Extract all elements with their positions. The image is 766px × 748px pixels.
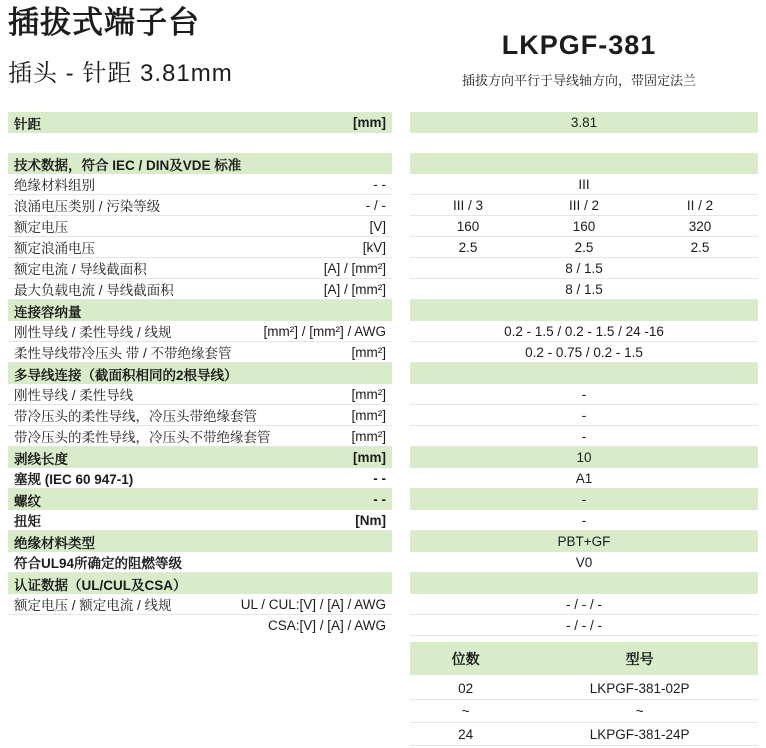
spec-row (8, 405, 758, 426)
positions-value: 24 (458, 726, 474, 742)
spec-unit: - - (373, 492, 386, 507)
spec-value: PBT+GF (410, 531, 758, 552)
section-gap (8, 133, 758, 153)
spec-value: 320 (688, 219, 712, 234)
spec-unit: [Nm] (355, 512, 386, 528)
model-table (410, 642, 758, 746)
spec-value: III / 2 (568, 198, 599, 213)
model-value: ~ (635, 703, 644, 719)
spec-value: 160 (456, 219, 480, 234)
spec-unit: [mm] (353, 115, 386, 130)
spec-row (8, 384, 758, 405)
spec-label: 符合UL94所确定的阻燃等级 (14, 556, 183, 571)
spec-section-multi-conductor (8, 363, 758, 384)
spec-label: 塞规 (IEC 60 947-1) (14, 472, 134, 487)
spec-unit: [mm²] (351, 344, 386, 360)
spec-unit: [mm] (353, 450, 386, 465)
spec-value: III / 3 (452, 198, 483, 213)
spec-value: 160 (572, 219, 596, 234)
spec-row-torque (8, 510, 758, 531)
page-header (8, 4, 758, 108)
positions-value: 02 (458, 680, 474, 696)
model-table-header (410, 642, 758, 677)
spec-unit: [mm²] (351, 386, 386, 402)
spec-unit: CSA:[V] / [A] / AWG (267, 618, 386, 633)
spec-row-insulation-material (8, 531, 758, 552)
spec-label: 刚性导线 / 柔性导线 / 线规 (14, 325, 172, 340)
spec-label: 连接容纳量 (14, 304, 82, 320)
spec-value (410, 573, 758, 594)
model-table-row (410, 723, 758, 746)
model-table-col-model: 型号 (625, 650, 654, 667)
spec-value: III (410, 174, 758, 195)
spec-value: 3.81 (410, 112, 758, 133)
spec-label: 柔性导线带冷压头 带 / 不带绝缘套管 (14, 346, 232, 361)
spec-unit: [V] (369, 218, 386, 234)
spec-label: 剥线长度 (14, 451, 68, 467)
spec-label: 带冷压头的柔性导线，冷压头不带绝缘套管 (14, 430, 271, 445)
spec-label: 带冷压头的柔性导线，冷压头带绝缘套管 (14, 409, 257, 424)
spec-table (8, 112, 758, 636)
spec-unit: [mm²] (351, 428, 386, 444)
spec-value: - / - / - (410, 615, 758, 636)
spec-value: 10 (410, 447, 758, 468)
spec-value: A1 (410, 468, 758, 489)
spec-value: 8 / 1.5 (410, 279, 758, 300)
spec-value: 2.5 (690, 240, 710, 255)
spec-label: 刚性导线 / 柔性导线 (14, 388, 134, 403)
spec-label: 浪涌电压类别 / 污染等级 (14, 199, 161, 214)
spec-unit: - / - (365, 197, 386, 213)
model-table-row (410, 700, 758, 723)
header-left (8, 4, 400, 88)
spec-value: V0 (410, 552, 758, 573)
spec-value: - (410, 426, 758, 447)
spec-row (8, 216, 758, 237)
spec-value: 0.2 - 1.5 / 0.2 - 1.5 / 24 -16 (410, 321, 758, 342)
spec-label: 扭矩 (14, 514, 41, 529)
spec-value (410, 300, 758, 321)
spec-row (8, 321, 758, 342)
spec-value (410, 363, 758, 384)
page-subtitle: 插头 - 针距 3.81mm (8, 60, 233, 88)
spec-unit: [kV] (362, 239, 386, 255)
spec-row-gauge (8, 468, 758, 489)
spec-unit: - - (373, 176, 386, 192)
spec-value: 0.2 - 0.75 / 0.2 - 1.5 (410, 342, 758, 363)
spec-row-thread (8, 489, 758, 510)
page-title: 插拔式端子台 (8, 5, 200, 40)
spec-value: 2.5 (458, 240, 478, 255)
model-value: LKPGF-381-02P (589, 680, 690, 696)
spec-label: 认证数据（UL/CUL及CSA） (14, 577, 187, 593)
header-right (400, 4, 758, 89)
spec-label: 额定电压 / 额定电流 / 线规 (14, 598, 172, 613)
spec-row-ul-cul (8, 594, 758, 615)
model-value: LKPGF-381-24P (589, 726, 690, 742)
spec-unit: [A] / [mm²] (323, 260, 386, 276)
model-table-row (410, 677, 758, 700)
spec-row-ul94 (8, 552, 758, 573)
spec-row (8, 258, 758, 279)
spec-value: - (410, 510, 758, 531)
spec-unit: UL / CUL:[V] / [A] / AWG (240, 596, 386, 612)
spec-unit: [mm²] / [mm²] / AWG (263, 323, 386, 339)
spec-row (8, 342, 758, 363)
spec-row-csa (8, 615, 758, 636)
spec-section-certification (8, 573, 758, 594)
spec-value: - (410, 489, 758, 510)
spec-label: 最大负载电流 / 导线截面积 (14, 283, 174, 298)
spec-label: 针距 (14, 116, 41, 132)
spec-label: 额定电流 / 导线截面积 (14, 262, 147, 277)
spec-value: 8 / 1.5 (410, 258, 758, 279)
spec-value: - (410, 405, 758, 426)
spec-label: 绝缘材料组别 (14, 178, 95, 193)
spec-row-strip-length (8, 447, 758, 468)
spec-unit: [A] / [mm²] (323, 281, 386, 297)
spec-value: 2.5 (574, 240, 594, 255)
spec-row (8, 279, 758, 300)
spec-row-pitch (8, 112, 758, 133)
spec-row (8, 426, 758, 447)
spec-unit: - - (373, 470, 386, 486)
spec-label: 技术数据，符合 IEC / DIN及VDE 标准 (14, 157, 242, 173)
spec-value: II / 2 (686, 198, 714, 213)
spec-label: 多导线连接（截面积相同的2根导线） (14, 367, 238, 383)
spec-value (410, 153, 758, 174)
product-description: 插拔方向平行于导线轴方向，带固定法兰 (461, 73, 696, 88)
spec-label: 额定电压 (14, 220, 68, 235)
spec-unit: [mm²] (351, 407, 386, 423)
spec-section-connection-capacity (8, 300, 758, 321)
spec-row (8, 174, 758, 195)
spec-section-technical-data (8, 153, 758, 174)
spec-value: - (410, 384, 758, 405)
spec-label: 绝缘材料类型 (14, 535, 95, 551)
positions-value: ~ (461, 703, 470, 719)
spec-row (8, 237, 758, 258)
product-model: LKPGF-381 (501, 30, 657, 60)
model-table-col-positions: 位数 (451, 650, 480, 667)
spec-row (8, 195, 758, 216)
spec-label: 额定浪涌电压 (14, 241, 95, 256)
spec-value: - / - / - (410, 594, 758, 615)
spec-label: 螺纹 (14, 493, 41, 509)
